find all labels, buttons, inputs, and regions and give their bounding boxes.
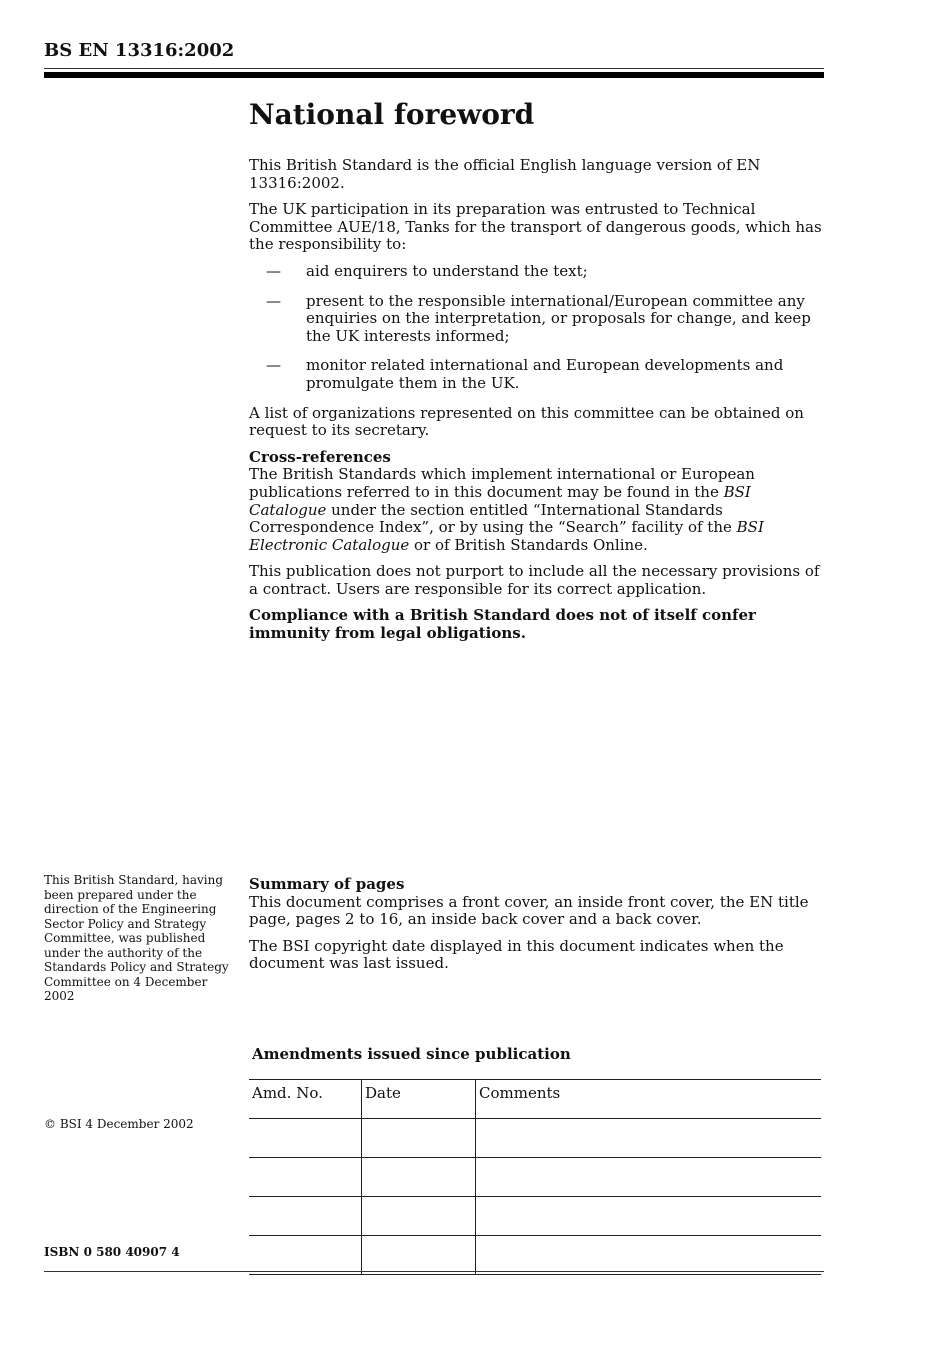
foreword-body xyxy=(249,157,824,652)
table-cell xyxy=(476,1158,822,1197)
table-cell xyxy=(362,1119,476,1158)
table-cell xyxy=(249,1119,362,1158)
column-header-amd-no: Amd. No. xyxy=(249,1080,362,1119)
dash-bullet: — xyxy=(266,356,281,375)
column-header-date: Date xyxy=(362,1080,476,1119)
cross-ref-text: under the section entitled “International Standards Correspondence Index”, or by using the “Search” facility of the xyxy=(249,500,737,537)
footer-rule xyxy=(44,1271,824,1272)
column-header-comments: Comments xyxy=(476,1080,822,1119)
table-cell xyxy=(476,1197,822,1236)
table-cell xyxy=(476,1119,822,1158)
cross-ref-text: The British Standards which implement international or European publications referred to in this document may be found in the xyxy=(249,465,755,501)
header-rule-thin xyxy=(44,68,824,69)
bsi-electronic-catalogue-title: BSI Electronic Catalogue xyxy=(249,518,764,554)
list-item xyxy=(249,357,824,392)
table-cell xyxy=(249,1197,362,1236)
isbn: ISBN 0 580 40907 4 xyxy=(44,1245,180,1259)
committee-paragraph: The UK participation in its preparation was entrusted to Technical Committee AUE/18, Tanks for the transport of dangerous goods, which has the responsibility to: xyxy=(249,200,822,254)
amendments-table xyxy=(249,1079,821,1275)
intro-paragraph: This British Standard is the official English language version of EN 13316:2002. xyxy=(249,156,761,192)
bsi-catalogue-title: BSI Catalogue xyxy=(249,482,751,519)
page-title: National foreword xyxy=(249,98,535,131)
header-rule-thick xyxy=(44,72,824,78)
table-row xyxy=(249,1236,821,1275)
table-cell xyxy=(476,1236,822,1275)
list-item xyxy=(249,293,824,346)
publication-note: This British Standard, having been prepared under the direction of the Engineering Sector Policy and Strategy Committee, was published under the authority of the Standards Policy and Strategy Committee on 4 December 2002 xyxy=(44,873,229,1003)
copyright-date-paragraph: The BSI copyright date displayed in this document indicates when the document was last issued. xyxy=(249,936,784,973)
summary-section xyxy=(249,876,824,982)
responsibility-list xyxy=(249,263,824,393)
amendments-heading: Amendments issued since publication xyxy=(252,1045,571,1063)
list-item-text: aid enquirers to understand the text; xyxy=(306,261,588,280)
table-cell xyxy=(362,1236,476,1275)
summary-heading: Summary of pages xyxy=(249,875,405,893)
table-header-row xyxy=(249,1080,821,1119)
cross-ref-text: or of British Standards Online. xyxy=(409,535,648,554)
table-row xyxy=(249,1119,821,1158)
table-cell xyxy=(362,1158,476,1197)
list-item xyxy=(249,263,824,281)
compliance-statement: Compliance with a British Standard does not of itself confer immunity from legal obligations. xyxy=(249,606,756,643)
table-cell xyxy=(249,1236,362,1275)
list-item-text: monitor related international and European developments and promulgate them in the UK. xyxy=(306,356,784,392)
document-code: BS EN 13316:2002 xyxy=(44,40,235,61)
provisions-paragraph: This publication does not purport to include all the necessary provisions of a contract. Users are responsible for its correct application. xyxy=(249,562,820,598)
dash-bullet: — xyxy=(266,291,281,310)
copyright-notice: © BSI 4 December 2002 xyxy=(44,1117,194,1131)
cross-references-heading: Cross-references xyxy=(249,447,391,466)
table-row xyxy=(249,1197,821,1236)
table-row xyxy=(249,1158,821,1197)
summary-paragraph: This document comprises a front cover, an inside front cover, the EN title page, pages 2 to 16, an inside back cover and a back cover. xyxy=(249,892,809,929)
list-item-text: present to the responsible international/European committee any enquiries on the interpretation, or proposals for change, and keep the UK interests informed; xyxy=(306,291,811,345)
committee-list-paragraph: A list of organizations represented on this committee can be obtained on request to its secretary. xyxy=(249,403,804,440)
table-cell xyxy=(249,1158,362,1197)
cross-references-paragraph xyxy=(249,466,824,554)
table-cell xyxy=(362,1197,476,1236)
dash-bullet: — xyxy=(266,261,281,280)
